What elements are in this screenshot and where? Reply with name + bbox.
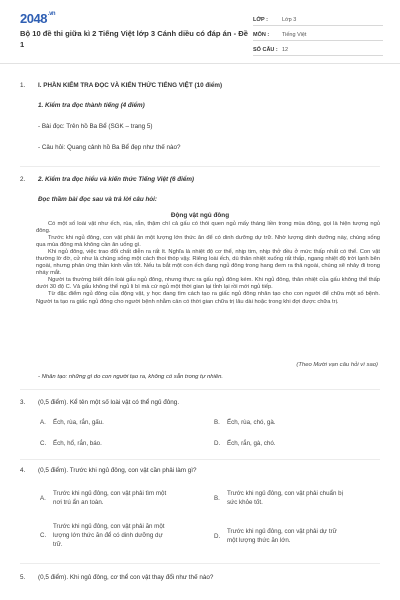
question-line: - Câu hỏi: Quang cảnh hồ Ba Bể đẹp như thế nào? <box>38 144 181 151</box>
section-1-heading: I. PHẦN KIỂM TRA ĐỌC VÀ KIẾN THỨC TIẾNG VIỆT (10 điểm) <box>38 82 223 89</box>
question-5-text: (0,5 điểm). Khi ngủ đông, cơ thể con vật thay đổi như thế nào? <box>38 574 214 581</box>
question-2-number: 2. <box>20 176 26 183</box>
divider <box>20 563 380 564</box>
question-3-number: 3. <box>20 399 26 406</box>
document-header <box>0 0 400 62</box>
document-title: Bộ 10 đề thi giữa kì 2 Tiếng Việt lớp 3 Cánh diều có đáp án - Đề 1 <box>20 29 248 49</box>
site-logo[interactable]: $2048^{.vn}$ <box>20 11 56 26</box>
meta-row-count: SỐ CÂU : 12 <box>253 42 383 56</box>
meta-row-class: LỚP : Lớp 3 <box>253 12 383 26</box>
story-paragraph: Khi ngủ đông, việc trao đổi chất diễn ra rất ít. Nghĩa là nhiệt độ cơ thể, nhịp tim, nhịp thở đều ở mức thấp nhất có thể. Con vật thường lờ đờ, cử như là chúng sống một cách thoi thóp vậy. Riêng loài ếch, dù thân nhiệt xuống rất thấp, ngang nhiệt độ trời lạnh bên ngoài, nhưng phản ứng thần kinh vẫn tốt. Nếu ta bắt một con ếch đang ngủ đông trong hang đem ra thả ngoài, chúng sẽ nhảy đi trong nháy mắt. <box>36 249 380 277</box>
story-paragraph: Từ đặc điểm ngủ đông của động vật, y học đang tìm cách tạo ra giấc ngủ đông nhân tạo cho con người để chữa một số bệnh. Người ta tạo ra giấc ngủ đông cho người bệnh nhằm cản có thời gian chữa trị lâu dài hoặc trong khi đợi được chữa trị. <box>36 291 380 305</box>
story-text <box>36 221 380 306</box>
document-page: $2048^{.vn}$ Bộ 10 đề thi giữa kì 2 Tiếng Việt lớp 3 Cánh diều có đáp án - Đề 1 LỚP : Lớp 3 MÔN : Tiếng Việt SỐ CÂU : 12 1. I. PHẦN KIỂM TRA ĐỌC VÀ KIẾN THỨC TIẾNG VIỆT (10 điểm) 1. Kiểm tra đọc thành tiếng (4 điểm) - Bài đọc: Trên hồ Ba Bể (SGK – trang 5) - Câu hỏi: Quang cảnh hồ Ba Bể đẹp như thế nào? 2. 2. Kiểm tra đọc hiểu và kiến thức Tiếng Việt (6 điểm) Đọc thầm bài đọc sau và trả lời câu hỏi: Động vật ngủ đông Có một số loài vật như ếch, rùa, rắn, thậm chí cả gấu có thói quen ngủ mấy tháng liền trong mùa đông, gọi là hiện tượng ngủ đông. Trước khi ngủ đông, con vật phải ăn một lượng lớn thức ăn để có dinh dưỡng dự trữ. Nhờ lượng dinh dưỡng này, chúng sống qua mùa đông mà không cần ăn uống gì. Khi ngủ đông, việc trao đổi chất diễn ra rất ít. Nghĩa là nhiệt độ cơ thể, nhịp tim, nhịp thở đều ở mức thấp nhất có thể. Con vật thường lờ đờ, cử như là chúng sống một cách thoi thóp vậy. Riêng loài ếch, dù thân nhiệt xuống rất thấp, ngang nhiệt độ trời lạnh bên ngoài, nhưng phản ứng thần kinh vẫn tốt. Nếu ta bắt một con ếch đang ngủ đông trong hang đem ra thả ngoài, chúng sẽ nhảy đi trong nháy mắt. Người ta thường biết đến loài gấu ngủ đông, nhưng thực ra gấu ngủ đông kém. Khi ngủ đông, thân nhiệt của gấu không thể thấp dưới 30 độ C. Vả gấu không thể ngủ li bì mà cứ ngủ một thời gian lại tỉnh lại rồi mới ngủ tiếp. Từ đặc điểm ngủ đông của động vật, y học đang tìm cách tạo ra giấc ngủ đông nhân tạo cho con người để chữa một số bệnh. Người ta tạo ra giấc ngủ đông cho người bệnh nhằm cản có thời gian chữa trị lâu dài hoặc trong khi đợi được chữa trị. (Theo Mười vạn câu hỏi vì sao) - Nhân tạo: những gì do con người tạo ra, không có sẵn trong tự nhiên. 3. (0,5 điểm). Kể tên một số loài vật có thể ngủ đông. A. Ếch, rùa, rắn, gấu. B. Ếch, rùa, chó, gà. C. Ếch, hổ, rắn, báo. D. Ếch, rắn, gà, chó. 4. (0,5 điểm). Trước khi ngủ đông, con vật cần phải làm gì? A. Trước khi ngủ đông, con vật phải tìm một nơi trú ẩn an toàn. B. Trước khi ngủ đông, con vật phải chuẩn bị sức khỏe tốt. C. Trước khi ngủ đông, con vật phải ăn một lượng lớn thức ăn để có dinh dưỡng dự trữ. D. Trước khi ngủ đông, con vật phải dự trữ một lượng thức ăn lớn. 5. (0,5 điểm). Khi ngủ đông, cơ thể con vật thay đổi như thế nào? <box>0 0 400 600</box>
section-1-subheading: 1. Kiểm tra đọc thành tiếng (4 điểm) <box>38 102 145 109</box>
divider <box>20 459 380 460</box>
question-4-number: 4. <box>20 467 26 474</box>
story-paragraph: Trước khi ngủ đông, con vật phải ăn một lượng lớn thức ăn để có dinh dưỡng dự trữ. Nhờ lượng dinh dưỡng này, chúng sống qua mùa đông mà không cần ăn uống gì. <box>36 235 380 249</box>
question-1-number: 1. <box>20 82 26 89</box>
meta-row-subject: MÔN : Tiếng Việt <box>253 27 383 41</box>
divider <box>20 166 380 167</box>
reading-line: - Bài đọc: Trên hồ Ba Bể (SGK – trang 5) <box>38 123 153 130</box>
question-4-text: (0,5 điểm). Trước khi ngủ đông, con vật cần phải làm gì? <box>38 467 197 474</box>
question-3-text: (0,5 điểm). Kể tên một số loài vật có thể ngủ đông. <box>38 399 180 406</box>
header-divider <box>0 63 400 64</box>
story-title: Động vật ngủ đông <box>170 212 230 219</box>
divider <box>20 389 380 390</box>
story-paragraph: Có một số loài vật như ếch, rùa, rắn, thậm chí cả gấu có thói quen ngủ mấy tháng liền trong mùa đông, gọi là hiện tượng ngủ đông. <box>36 221 380 235</box>
vocabulary-note: - Nhân tạo: những gì do con người tạo ra, không có sẵn trong tự nhiên. <box>38 374 224 380</box>
document-meta <box>253 12 383 57</box>
reading-instruction: Đọc thầm bài đọc sau và trả lời câu hỏi: <box>38 196 157 203</box>
story-source: (Theo Mười vạn câu hỏi vì sao) <box>296 362 378 368</box>
story-paragraph: Người ta thường biết đến loài gấu ngủ đông, nhưng thực ra gấu ngủ đông kém. Khi ngủ đông, thân nhiệt của gấu không thể thấp dưới 30 độ C. Vả gấu không thể ngủ li bì mà cứ ngủ một thời gian lại tỉnh lại rồi mới ngủ tiếp. <box>36 277 380 291</box>
question-5-number: 5. <box>20 574 26 581</box>
section-2-heading: 2. Kiểm tra đọc hiểu và kiến thức Tiếng Việt (6 điểm) <box>38 176 195 183</box>
